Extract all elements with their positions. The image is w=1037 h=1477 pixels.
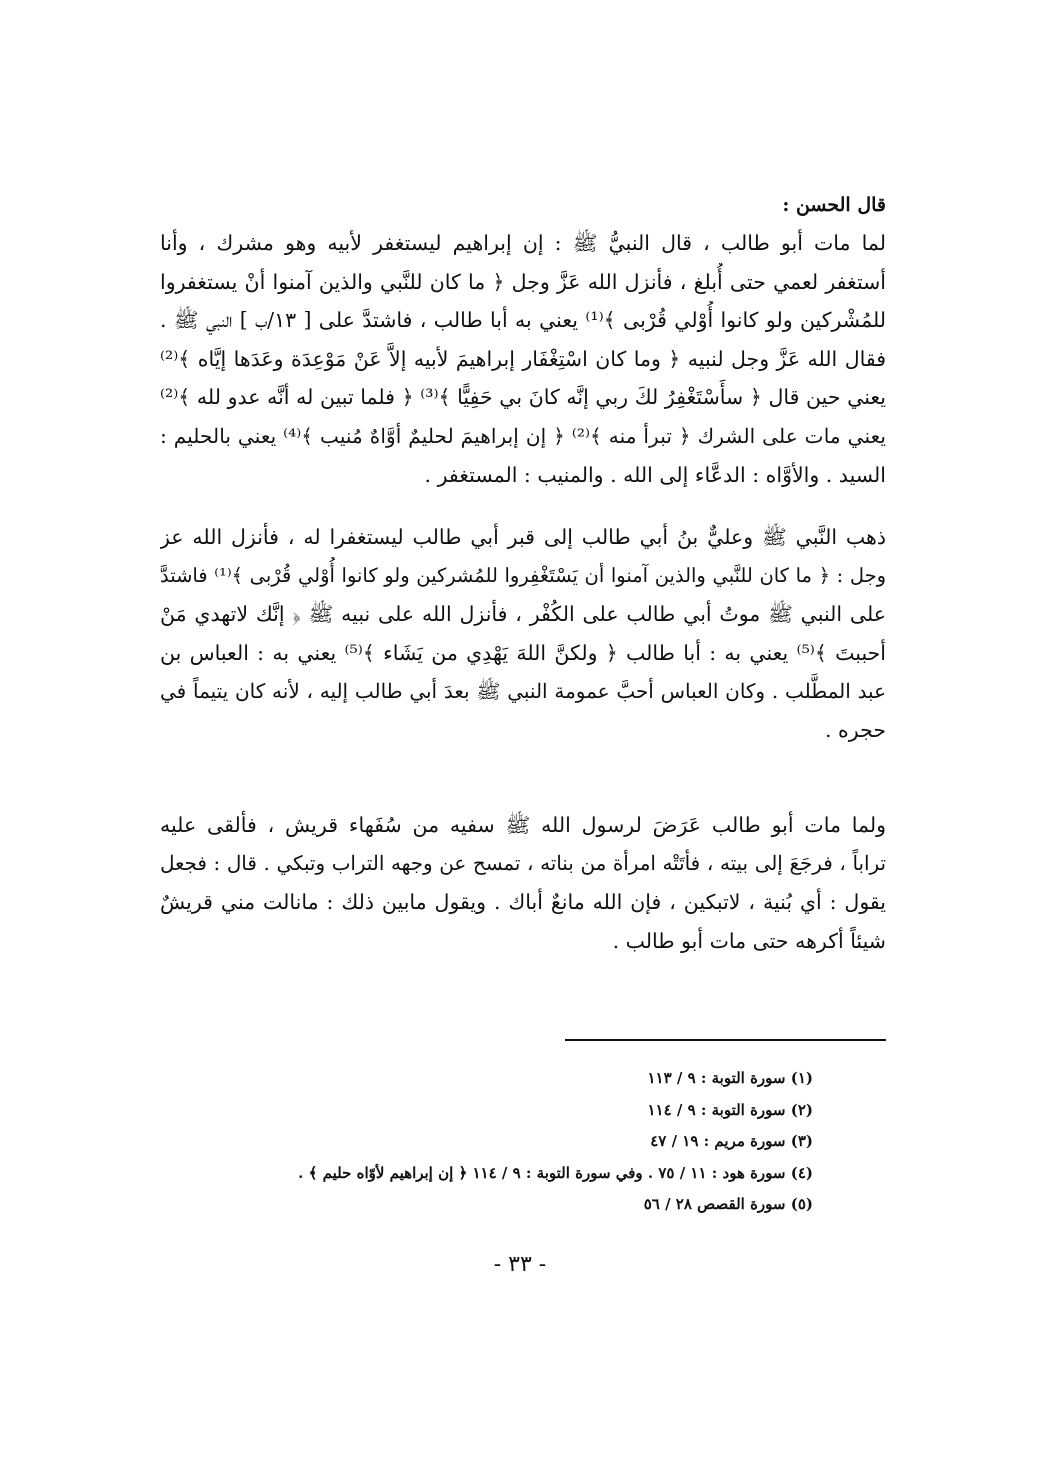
section-heading: قال الحسن : (782, 194, 886, 216)
text-line: تراباً ، فرجَعَ إلى بيته ، فأتَتْه امرأة من بناته ، تمسح عن وجهه التراب وتبكي . قال : فجعل (160, 851, 886, 875)
footnotes (193, 1063, 813, 1221)
text-line: يقول : أي بُنية ، لاتبكين ، فإن الله مانعٌ أباك . ويقول مابين ذلك : مانالت مني قريشٌ (160, 890, 886, 915)
footnote-3: (٣) سورة مريم : ١٩ / ٤٧ (650, 1132, 813, 1150)
footnote-2: (٢) سورة التوبة : ٩ / ١١٤ (647, 1100, 813, 1119)
text-line: أحببتَ ﴾⁽⁵⁾ يعني به : أبا طالب ﴿ ولكنَّ اللهَ يَهْدِي من يَشَاء ﴾⁽⁵⁾ يعني به : العباس بن (160, 640, 886, 665)
text-line: للمُشْركين ولو كانوا أُوْلي قُرْبى ﴾⁽¹⁾ يعني به أبا طالب ، فاشتدَّ على [ ١٣/ب ] النبي ﷺ . (160, 308, 886, 333)
paragraph-2-text (160, 518, 886, 750)
text-line: وجل : ﴿ ما كان للنَّبي والذين آمنوا أن يَسْتَغْفِروا للمُشركين ولو كانوا أُوْلي قُرْبى ﴾⁽¹⁾ فاشتدَّ (160, 563, 886, 587)
paragraph-2 (160, 518, 886, 750)
page-number: - ٣٣ - (493, 1252, 547, 1277)
text-line: عبد المطَّلب . وكان العباس أحبَّ عمومة النبي ﷺ بعدَ أبي طالب إليه ، لأنه كان يتيماً في (160, 679, 886, 704)
text-line: على النبي ﷺ موتُ أبي طالب على الكُفْر ، فأنزل الله على نبيه ﷺ ﴿ إنَّك لاتهدي مَنْ (160, 602, 886, 627)
text-line: يعني مات على الشرك ﴿ تبرأ منه ﴾⁽²⁾ ﴿ إن إبراهيمَ لحليمٌ أوَّاهٌ مُنيب ﴾⁽⁴⁾ يعني بالحليم : (160, 423, 886, 448)
text-line: ولما مات أبو طالب عَرَضَ لرسول الله ﷺ سفيه من سُفَهاء قريش ، فألقى عليه (160, 813, 886, 837)
footnote-5: (٥) سورة القصص ٢٨ / ٥٦ (643, 1195, 813, 1213)
text-line: السيد . والأوَّاه : الدعَّاء إلى الله . والمنيب : المستغفر . (424, 462, 886, 487)
text-line: لما مات أبو طالب ، قال النبيُّ ﷺ : إن إبراهيم ليستغفر لأبيه وهو مشرك ، وأنا (160, 231, 886, 255)
paragraph-3 (160, 806, 886, 960)
footnote-1: (١) سورة التوبة : ٩ / ١١٣ (647, 1069, 813, 1087)
paragraph-3-text (160, 806, 886, 960)
footnote-4: (٤) سورة هود : ١١ / ٧٥ . وفي سورة التوبة : ٩ / ١١٤ ﴿ إن إبراهيم لأوّاه حليم ﴾ . (298, 1163, 813, 1182)
text-line: يعني حين قال ﴿ سأَسْتَغْفِرُ لكَ ربي إنَّه كانَ بي حَفِيًّا ﴾⁽³⁾ ﴿ فلما تبين له أنَّه عدو لله ﴾⁽²⁾ (160, 385, 886, 410)
text-line: فقال الله عَزَّ وجل لنبيه ﴿ وما كان اسْتِغْفَار إبراهيمَ لأبيه إلاَّ عَنْ مَوْعِدَة وعَدَها إيَّاه ﴾⁽²⁾ (160, 346, 886, 371)
text-line: أستغفر لعمي حتى أُبلغ ، فأنزل الله عَزَّ وجل ﴿ ما كان للنَّبي والذين آمنوا أنْ يستغفروا (160, 269, 886, 294)
text-line: ذهب النَّبي ﷺ وعليٌّ بنُ أبي طالب إلى قبر أبي طالب ليستغفرا له ، فأنزل الله عز (160, 525, 886, 549)
text-line: حجره . (825, 717, 886, 742)
text-line: شيئاً أكرهه حتى مات أبو طالب . (612, 928, 886, 953)
paragraph-1-text (160, 224, 886, 494)
paragraph-1 (160, 224, 886, 494)
footnote-divider (565, 1039, 886, 1041)
